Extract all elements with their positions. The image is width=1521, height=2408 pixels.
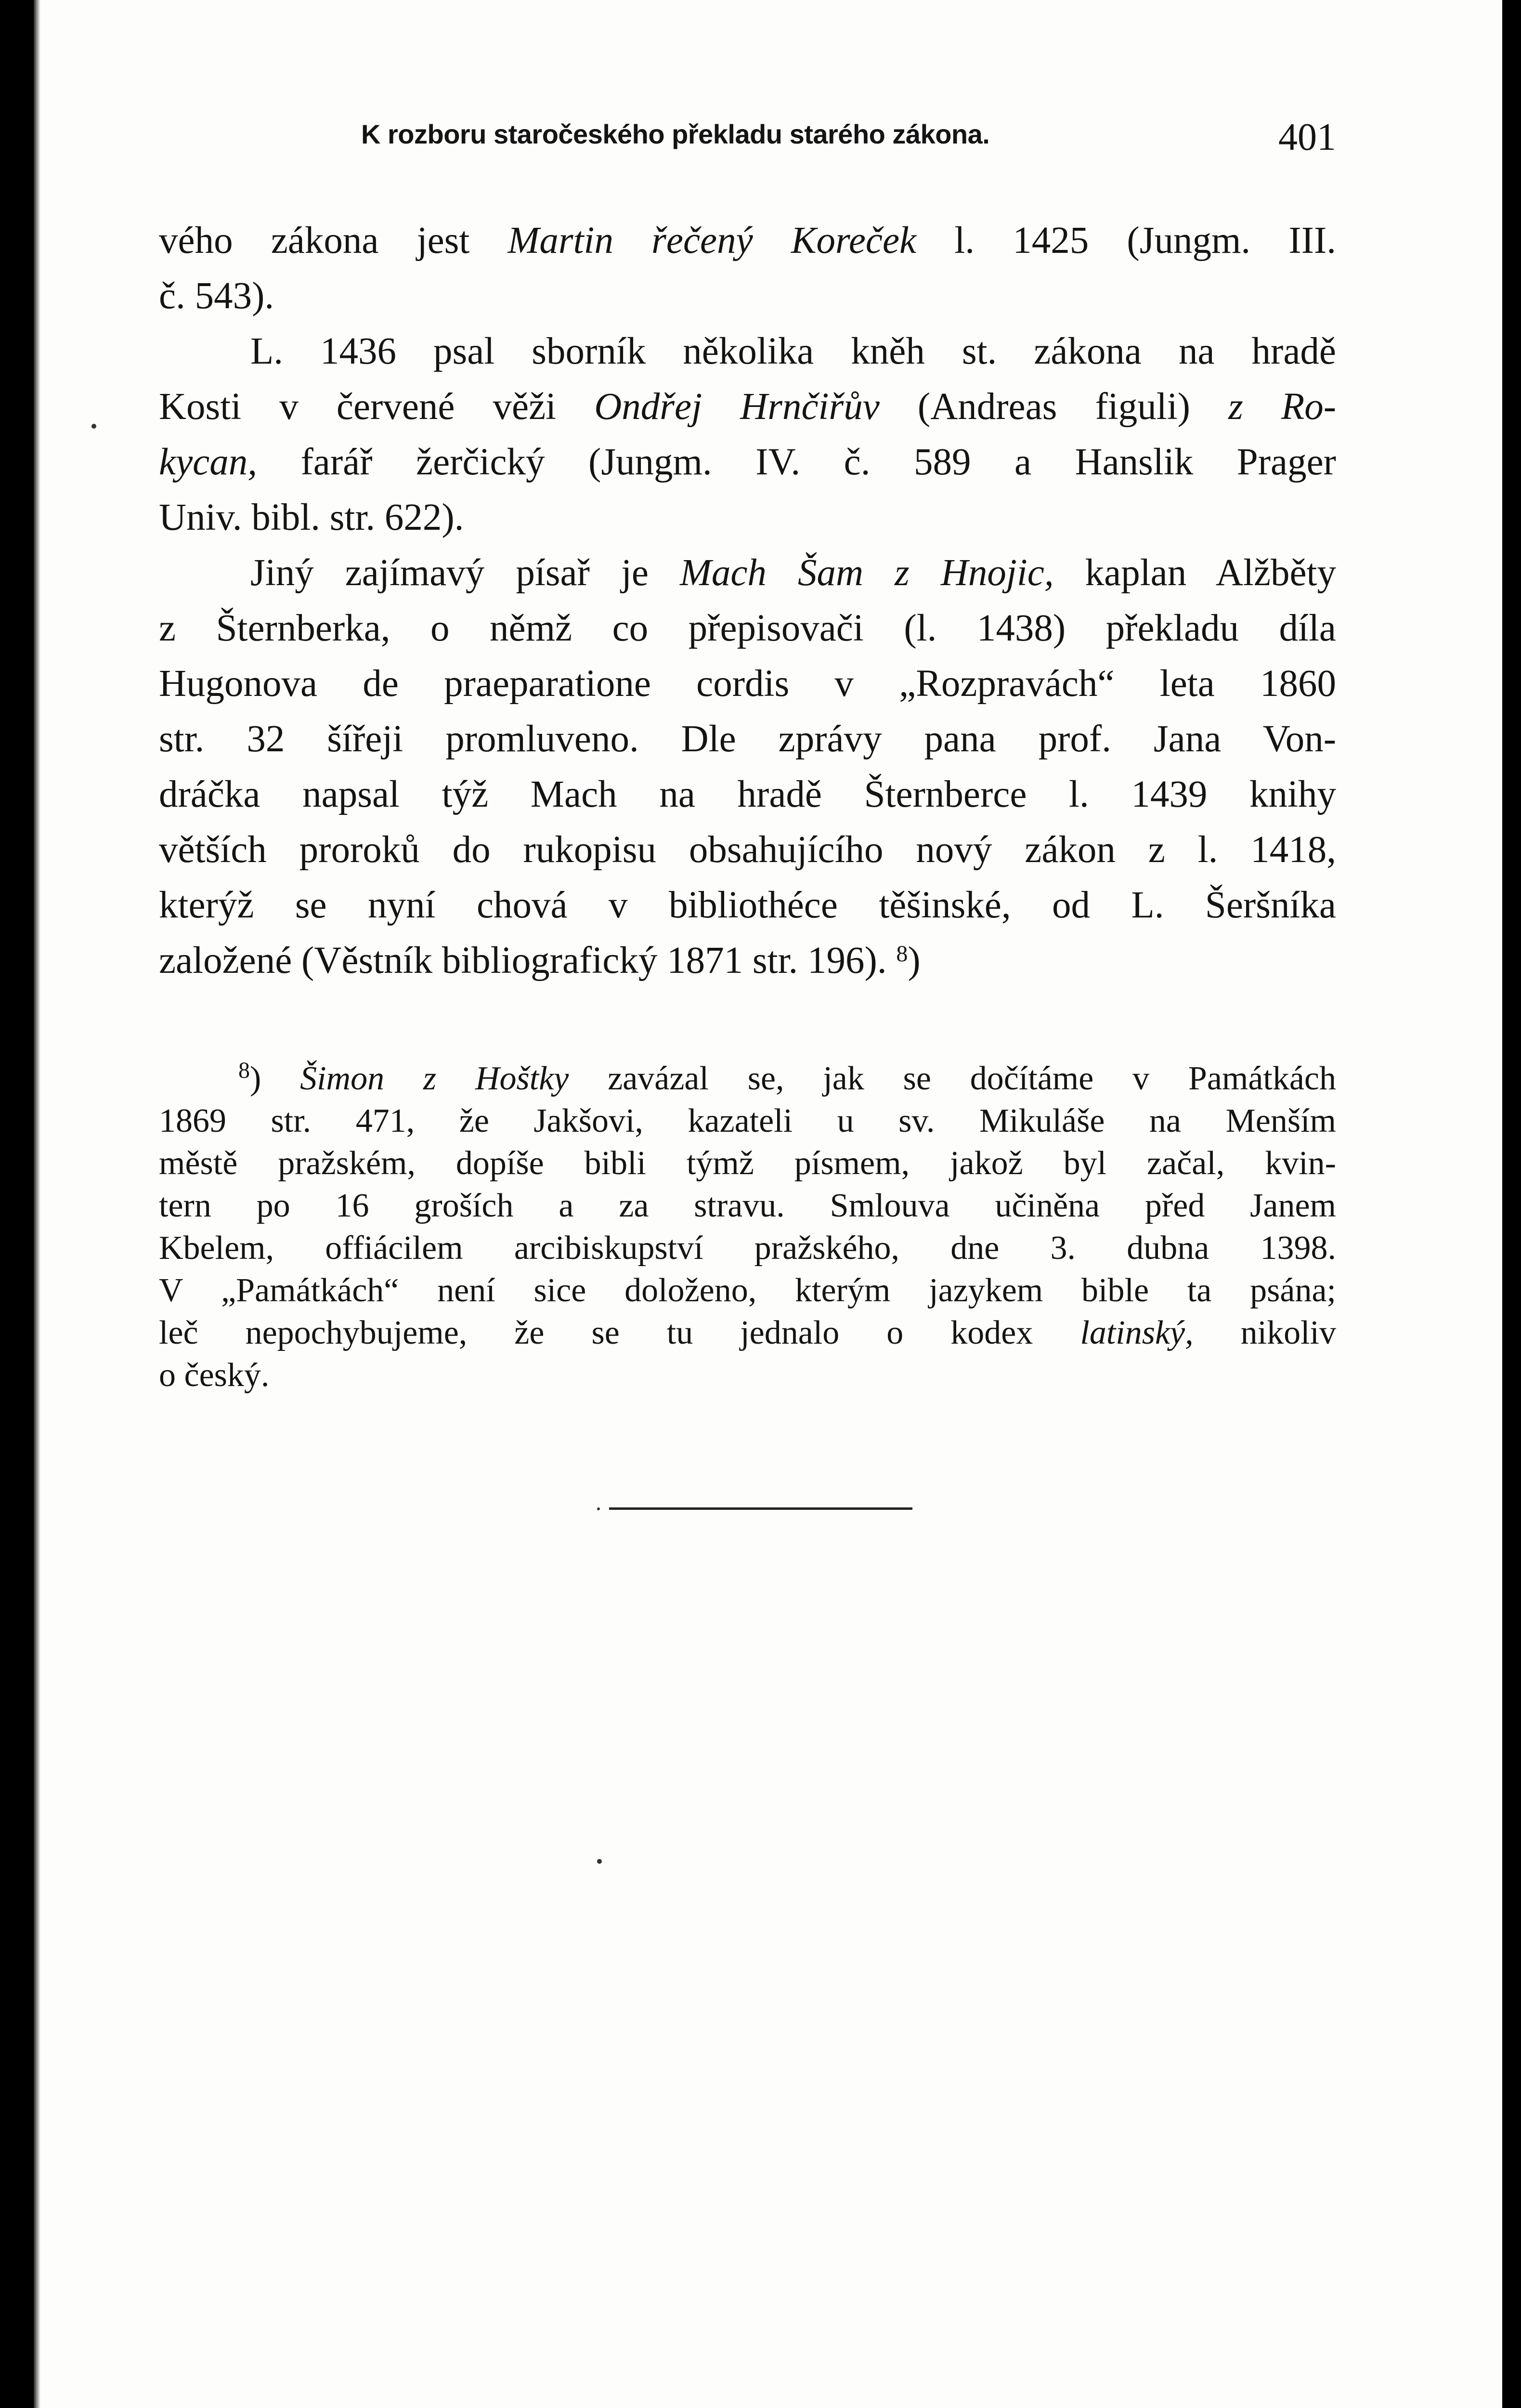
text-line: z Šternberka, o němž co přepisovači (l. 1438) překladu díla [159, 607, 1336, 649]
text-line: kycan, farář žerčický (Jungm. IV. č. 589 a Hanslik Prager [159, 441, 1336, 483]
text-line: vého zákona jest Martin řečený Koreček l. 1425 (Jungm. III. [159, 220, 1336, 262]
italic-name: Martin řečený Koreček [507, 220, 917, 262]
italic-word: latinský, [1080, 1314, 1194, 1351]
text-line: Kosti v červené věži Ondřej Hrnčiřův (Andreas figuli) z Ro- [159, 386, 1337, 428]
closing-rule [609, 1507, 912, 1510]
footnote-line: o český. [159, 1357, 270, 1394]
text-line: č. 543). [159, 275, 274, 317]
footnote-mark: 8 [238, 1058, 250, 1083]
text-line: Univ. bibl. str. 622). [159, 497, 464, 538]
footnote-line: Kbelem, offiácilem arcibiskupství pražského, dne 3. dubna 1398. [159, 1230, 1336, 1267]
footnote-line: leč nepochybujeme, že se tu jednalo o kodex latinský, nikoliv [159, 1314, 1336, 1351]
footnote-reference: 8 [896, 941, 908, 967]
running-head-title: K rozboru staročeského překladu starého zákona. [361, 119, 990, 149]
text-line: Hugonova de praeparatione cordis v „Rozpravách“ leta 1860 [159, 663, 1336, 705]
italic-name: Šimon z Hoštky [300, 1060, 569, 1097]
footnotes [159, 1058, 1336, 1397]
scan-speck [597, 1859, 602, 1864]
page-number: 401 [1278, 116, 1336, 158]
text-line: kterýž se nyní chová v bibliothéce těšinské, od L. Šeršníka [159, 884, 1336, 926]
text-line: Jiný zajímavý písař je Mach Šam z Hnojic, kaplan Alžběty [250, 552, 1337, 594]
text-line: str. 32 šířeji promluveno. Dle zprávy pana prof. Jana Von- [159, 718, 1336, 760]
footnote-line: městě pražském, dopíše bibli týmž písmem, jakož byl začal, kvin- [159, 1145, 1336, 1182]
footnote-line: V „Památkách“ není sice doloženo, kterým jazykem bible ta psána; [159, 1272, 1336, 1309]
italic-name: z Ro- [1228, 386, 1337, 428]
text-line: L. 1436 psal sborník několika kněh st. zákona na hradě [250, 330, 1336, 372]
text-line: založené (Věstník bibliografický 1871 str. 196). $^8$) [159, 940, 921, 982]
body-text [159, 213, 1336, 988]
footnote-line: 1869 str. 471, že Jakšovi, kazateli u sv. Mikuláše na Menším [159, 1102, 1336, 1139]
footnote-line: tern po 16 groších a za stravu. Smlouva učiněna před Janem [159, 1187, 1336, 1224]
scanned-page [34, 0, 1502, 2408]
scan-speck [91, 424, 96, 429]
italic-name: kycan, [159, 441, 257, 483]
footnote-line: $^8$) Šimon z Hoštky zavázal se, jak se dočítáme v Památkách [238, 1058, 1336, 1097]
italic-name: Mach Šam z Hnojic, [680, 552, 1054, 594]
page-edge-shadow [34, 0, 40, 2408]
text-line: dráčka napsal týž Mach na hradě Šternberce l. 1439 knihy [159, 773, 1336, 815]
italic-name: Ondřej Hrnčiřův [594, 386, 880, 428]
running-head [159, 116, 1336, 169]
text-line: větších proroků do rukopisu obsahujícího nový zákon z l. 1418, [159, 829, 1336, 871]
scan-speck [597, 1507, 600, 1510]
